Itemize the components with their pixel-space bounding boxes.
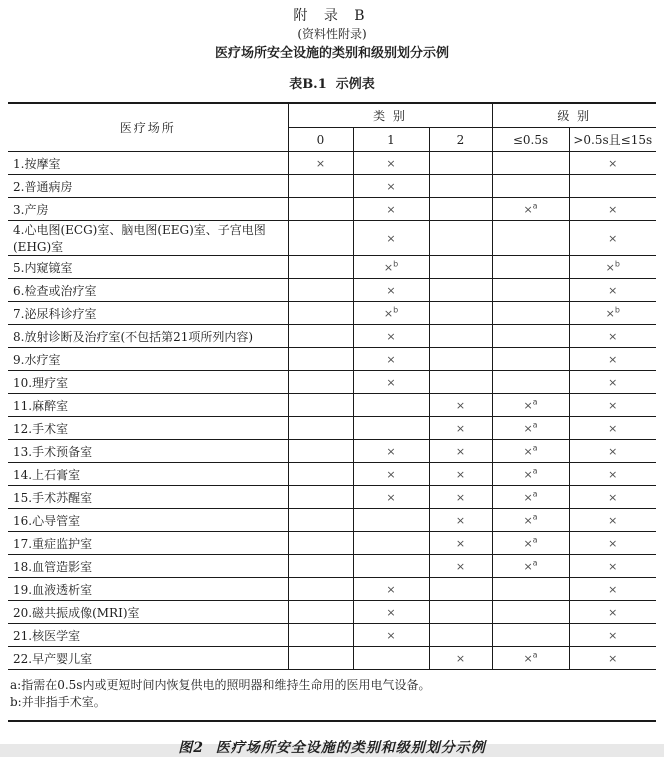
mark-cell: × — [353, 371, 429, 394]
mark-cell — [288, 417, 353, 440]
table-b1 — [8, 102, 656, 670]
appendix-heading: 医疗场所安全设施的类别和级别划分示例 — [214, 46, 449, 61]
mark-cell: × — [429, 417, 492, 440]
table-row — [8, 555, 656, 578]
mark-cell: ×$^b$ — [353, 256, 429, 279]
row-label: 12.手术室 — [8, 417, 288, 440]
mark-cell: × — [569, 417, 656, 440]
row-label: 5.内窥镜室 — [8, 256, 288, 279]
table-row — [8, 198, 656, 221]
mark-cell — [492, 578, 569, 601]
mark-cell: × — [569, 509, 656, 532]
mark-cell — [288, 198, 353, 221]
row-label: 17.重症监护室 — [8, 532, 288, 555]
table-row — [8, 175, 656, 198]
table-body — [8, 152, 656, 670]
mark-cell — [288, 325, 353, 348]
mark-cell — [492, 152, 569, 175]
mark-cell — [353, 417, 429, 440]
mark-cell: ×$^a$ — [492, 440, 569, 463]
mark-cell — [288, 221, 353, 256]
figure-caption: 图2 医疗场所安全设施的类别和级别划分示例 — [178, 740, 486, 756]
mark-cell — [353, 509, 429, 532]
row-label: 18.血管造影室 — [8, 555, 288, 578]
table-row — [8, 463, 656, 486]
mark-cell: × — [569, 486, 656, 509]
mark-cell: × — [569, 555, 656, 578]
row-label: 19.血液透析室 — [8, 578, 288, 601]
mark-cell — [288, 624, 353, 647]
mark-cell — [429, 325, 492, 348]
mark-cell: × — [569, 198, 656, 221]
mark-cell: × — [353, 486, 429, 509]
mark-cell — [288, 532, 353, 555]
title-block — [0, 0, 664, 94]
mark-cell: × — [569, 394, 656, 417]
row-label: 9.水疗室 — [8, 348, 288, 371]
mark-cell: × — [569, 152, 656, 175]
mark-cell — [492, 256, 569, 279]
table-row — [8, 394, 656, 417]
mark-cell — [288, 647, 353, 670]
table-row — [8, 221, 656, 256]
header-row-groups — [8, 103, 656, 128]
mark-cell — [288, 371, 353, 394]
mark-cell — [429, 578, 492, 601]
mark-cell — [288, 463, 353, 486]
mark-cell — [288, 394, 353, 417]
column-header-level-le05s: ≤0.5s — [492, 128, 569, 152]
mark-cell: × — [429, 486, 492, 509]
mark-cell: × — [429, 555, 492, 578]
mark-cell — [288, 175, 353, 198]
row-label: 7.泌尿科诊疗室 — [8, 302, 288, 325]
column-header-cat0: 0 — [288, 128, 353, 152]
table-row — [8, 440, 656, 463]
mark-cell — [288, 601, 353, 624]
mark-cell — [288, 578, 353, 601]
mark-cell: × — [353, 279, 429, 302]
row-label: 13.手术预备室 — [8, 440, 288, 463]
appendix-subtitle: (资料性附录) — [297, 27, 367, 41]
mark-cell — [492, 279, 569, 302]
mark-cell: ×$^a$ — [492, 555, 569, 578]
row-label: 10.理疗室 — [8, 371, 288, 394]
mark-cell: × — [569, 279, 656, 302]
mark-cell: × — [429, 532, 492, 555]
mark-cell: × — [569, 348, 656, 371]
mark-cell — [429, 256, 492, 279]
table-row — [8, 647, 656, 670]
table-row — [8, 532, 656, 555]
mark-cell — [288, 509, 353, 532]
table-row — [8, 601, 656, 624]
table-row — [8, 371, 656, 394]
mark-cell: ×$^a$ — [492, 198, 569, 221]
mark-cell — [492, 221, 569, 256]
mark-cell: × — [569, 463, 656, 486]
mark-cell — [429, 601, 492, 624]
footnote-b: b:并非指手术室。 — [10, 695, 106, 709]
mark-cell — [492, 175, 569, 198]
mark-cell: ×$^a$ — [492, 647, 569, 670]
mark-cell — [429, 348, 492, 371]
mark-cell — [429, 221, 492, 256]
mark-cell: × — [353, 198, 429, 221]
row-label: 11.麻醉室 — [8, 394, 288, 417]
table-row — [8, 624, 656, 647]
mark-cell — [288, 555, 353, 578]
column-header-level: 级 别 — [492, 103, 656, 128]
row-label: 22.早产婴儿室 — [8, 647, 288, 670]
mark-cell: × — [569, 221, 656, 256]
row-label: 3.产房 — [8, 198, 288, 221]
column-header-place: 医疗场所 — [8, 103, 288, 152]
mark-cell — [492, 624, 569, 647]
mark-cell: × — [353, 601, 429, 624]
mark-cell: × — [569, 578, 656, 601]
mark-cell: × — [353, 348, 429, 371]
mark-cell: × — [429, 647, 492, 670]
mark-cell: × — [429, 509, 492, 532]
table-b1-caption: 表B.1 示例表 — [289, 77, 375, 92]
mark-cell — [492, 325, 569, 348]
mark-cell — [353, 647, 429, 670]
mark-cell — [429, 302, 492, 325]
table-row — [8, 486, 656, 509]
mark-cell: ×$^b$ — [353, 302, 429, 325]
table-row — [8, 325, 656, 348]
mark-cell — [288, 279, 353, 302]
mark-cell: × — [353, 325, 429, 348]
mark-cell: ×$^a$ — [492, 532, 569, 555]
table-footnotes — [8, 670, 656, 720]
mark-cell — [288, 302, 353, 325]
mark-cell — [429, 198, 492, 221]
mark-cell: × — [569, 532, 656, 555]
row-label: 2.普通病房 — [8, 175, 288, 198]
mark-cell: × — [429, 394, 492, 417]
table-row — [8, 279, 656, 302]
mark-cell — [353, 394, 429, 417]
row-label: 16.心导管室 — [8, 509, 288, 532]
column-header-level-gt05s-le15s: >0.5s且≤15s — [569, 128, 656, 152]
mark-cell: × — [353, 175, 429, 198]
mark-cell: ×$^a$ — [492, 509, 569, 532]
mark-cell: × — [353, 221, 429, 256]
mark-cell — [429, 279, 492, 302]
row-label: 1.按摩室 — [8, 152, 288, 175]
mark-cell — [429, 175, 492, 198]
mark-cell: × — [353, 578, 429, 601]
mark-cell: ×$^b$ — [569, 256, 656, 279]
mark-cell: × — [353, 152, 429, 175]
mark-cell: ×$^b$ — [569, 302, 656, 325]
mark-cell — [492, 302, 569, 325]
mark-cell: × — [569, 601, 656, 624]
column-header-cat1: 1 — [353, 128, 429, 152]
table-row — [8, 509, 656, 532]
row-label: 20.磁共振成像(MRI)室 — [8, 601, 288, 624]
column-header-category: 类 别 — [288, 103, 492, 128]
mark-cell: × — [569, 647, 656, 670]
table-row — [8, 348, 656, 371]
mark-cell: × — [429, 440, 492, 463]
mark-cell: × — [569, 624, 656, 647]
mark-cell — [429, 624, 492, 647]
mark-cell — [288, 440, 353, 463]
row-label: 14.上石膏室 — [8, 463, 288, 486]
column-header-cat2: 2 — [429, 128, 492, 152]
mark-cell: × — [288, 152, 353, 175]
row-label: 21.核医学室 — [8, 624, 288, 647]
table-row — [8, 256, 656, 279]
mark-cell: × — [353, 463, 429, 486]
table-row — [8, 417, 656, 440]
mark-cell — [429, 152, 492, 175]
footnote-a: a:指需在0.5s内或更短时间内恢复供电的照明器和维持生命用的医用电气设备。 — [10, 678, 431, 692]
mark-cell: × — [353, 440, 429, 463]
mark-cell: × — [353, 624, 429, 647]
appendix-title: 附 录 B — [293, 8, 371, 24]
mark-cell: × — [569, 440, 656, 463]
mark-cell: ×$^a$ — [492, 486, 569, 509]
row-label: 4.心电图(ECG)室、脑电图(EEG)室、子宫电图(EHG)室 — [8, 221, 288, 256]
mark-cell: ×$^a$ — [492, 463, 569, 486]
table-row — [8, 302, 656, 325]
mark-cell: ×$^a$ — [492, 417, 569, 440]
mark-cell — [288, 348, 353, 371]
table-row — [8, 578, 656, 601]
mark-cell — [429, 371, 492, 394]
mark-cell — [288, 486, 353, 509]
row-label: 8.放射诊断及治疗室(不包括第21项所列内容) — [8, 325, 288, 348]
mark-cell: ×$^a$ — [492, 394, 569, 417]
row-label: 6.检查或治疗室 — [8, 279, 288, 302]
mark-cell — [492, 601, 569, 624]
row-label: 15.手术苏醒室 — [8, 486, 288, 509]
table-row — [8, 152, 656, 175]
mark-cell: × — [429, 463, 492, 486]
mark-cell — [288, 256, 353, 279]
mark-cell — [569, 175, 656, 198]
mark-cell — [492, 371, 569, 394]
table-b1-wrapper — [8, 102, 656, 722]
mark-cell — [353, 532, 429, 555]
mark-cell: × — [569, 325, 656, 348]
mark-cell — [492, 348, 569, 371]
mark-cell: × — [569, 371, 656, 394]
mark-cell — [353, 555, 429, 578]
